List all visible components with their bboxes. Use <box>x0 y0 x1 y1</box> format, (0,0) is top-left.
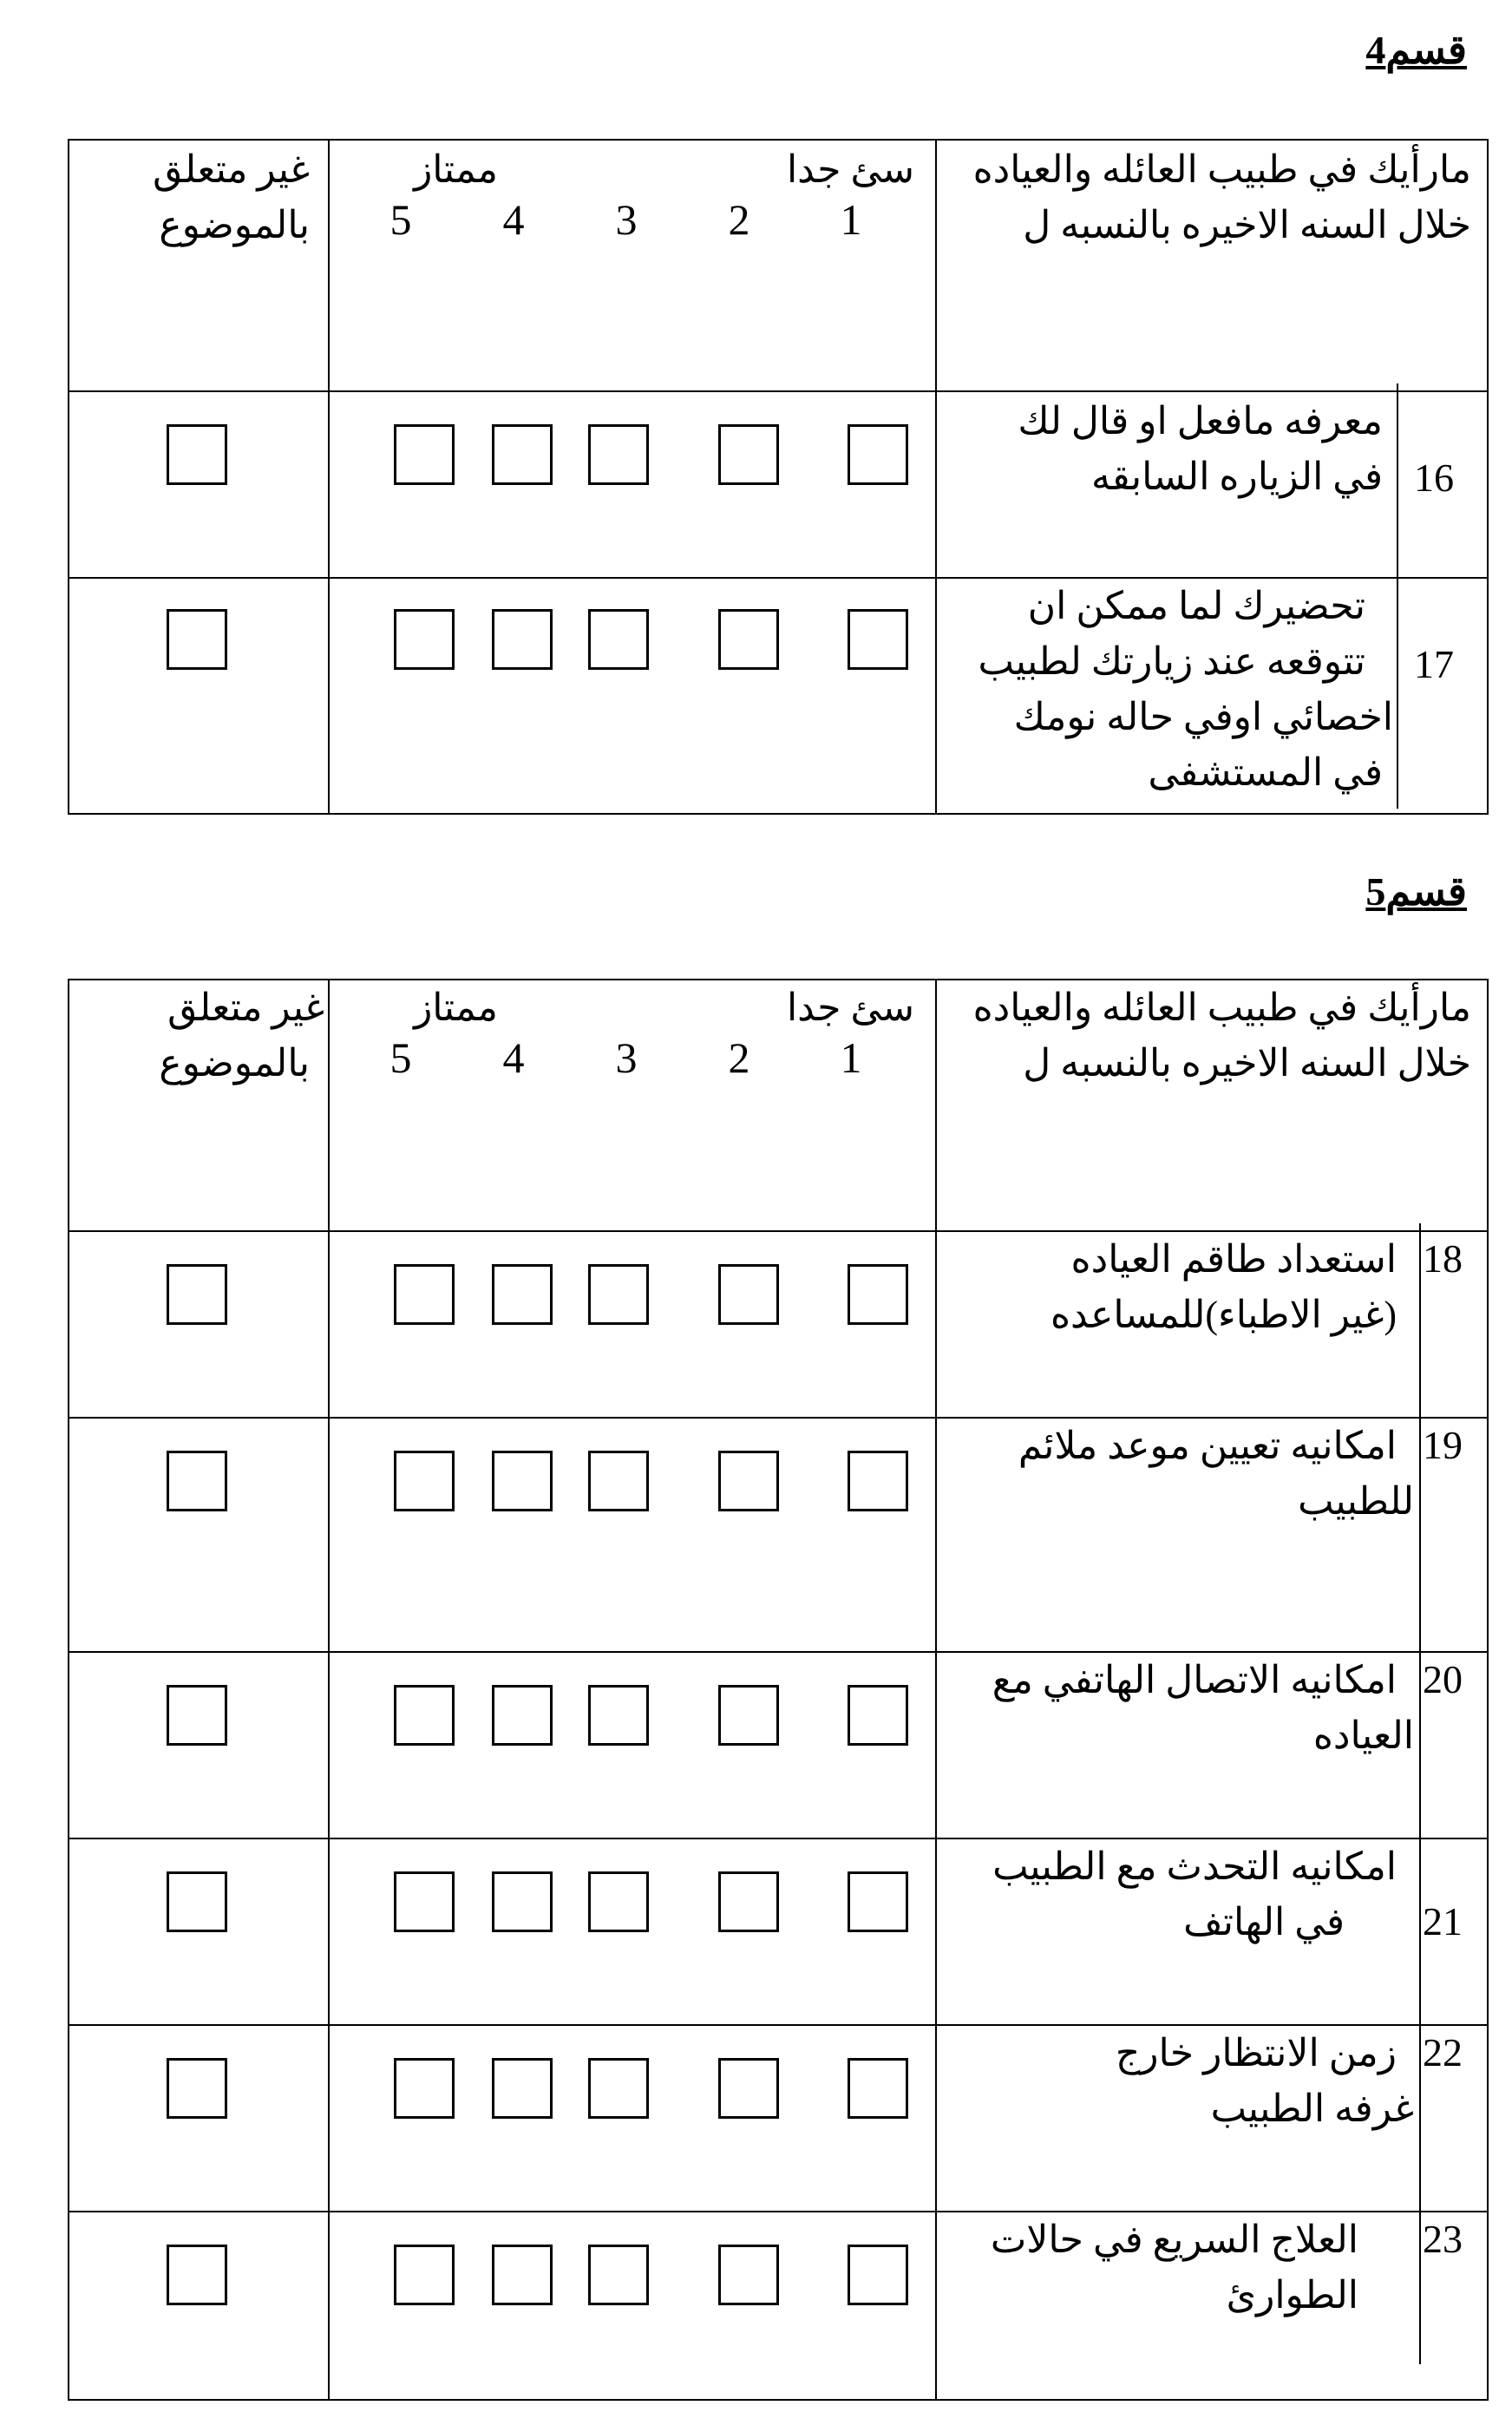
item-text-line: للطبيب <box>1298 1480 1414 1523</box>
rating-3-checkbox[interactable] <box>588 1685 649 1746</box>
item-text-line: امكانيه الاتصال الهاتفي مع <box>992 1659 1397 1701</box>
table-row <box>69 2026 1487 2212</box>
rating-5-checkbox[interactable] <box>394 1264 455 1325</box>
rating-5-checkbox[interactable] <box>394 1451 455 1511</box>
rating-5-checkbox[interactable] <box>394 2245 455 2305</box>
scale-5: 5 <box>389 1033 412 1082</box>
item-text-line: معرفه مافعل او قال لك <box>1018 400 1383 442</box>
item-text-line: العلاج السريع في حالات <box>990 2219 1358 2261</box>
rating-3-checkbox[interactable] <box>588 1451 649 1511</box>
item-number: 16 <box>1414 456 1454 500</box>
item-text-line: في المستشفى <box>1148 751 1383 794</box>
item-text-line: تتوقعه عند زيارتك لطبيب <box>978 640 1365 683</box>
rating-1-checkbox[interactable] <box>848 1451 908 1511</box>
item-text-line: استعداد طاقم العياده <box>1070 1238 1397 1281</box>
item-text-line: في الهاتف <box>1183 1901 1345 1943</box>
table-row <box>69 1419 1487 1653</box>
rating-4-checkbox[interactable] <box>492 1871 553 1932</box>
item-text-line: غرفه الطبيب <box>1210 2087 1414 2130</box>
not-applicable-checkbox[interactable] <box>167 609 227 670</box>
item-text-line: امكانيه تعيين موعد ملائم <box>1018 1425 1397 1467</box>
table-row <box>69 579 1487 813</box>
scale-5: 5 <box>389 195 412 244</box>
item-text-line: الطوارئ <box>1226 2274 1358 2317</box>
item-number: 19 <box>1423 1423 1463 1467</box>
question-header-line1: مارأيك في طبيب العائله والعياده <box>972 148 1471 191</box>
excellent-label: ممتاز <box>414 148 498 191</box>
table-row <box>69 1839 1487 2026</box>
rating-2-checkbox[interactable] <box>718 2245 779 2305</box>
rating-1-checkbox[interactable] <box>848 424 908 485</box>
scale-1: 1 <box>840 195 862 244</box>
section-5-title: قسم5 <box>1365 869 1467 914</box>
excellent-label: ممتاز <box>414 986 498 1029</box>
section-4-table <box>68 139 1489 815</box>
table-header <box>69 980 1487 1232</box>
rating-2-checkbox[interactable] <box>718 1451 779 1511</box>
item-text-line: في الزياره السابقه <box>1091 456 1383 498</box>
rating-2-checkbox[interactable] <box>718 2058 779 2119</box>
item-text-line: العياده <box>1312 1714 1414 1757</box>
scale-2: 2 <box>728 1033 750 1082</box>
rating-2-checkbox[interactable] <box>718 424 779 485</box>
item-number: 22 <box>1423 2030 1463 2074</box>
not-applicable-label-line2: بالموضوع <box>159 204 310 246</box>
rating-4-checkbox[interactable] <box>492 609 553 670</box>
item-text-line: زمن الانتظار خارج <box>1115 2032 1397 2074</box>
scale-4: 4 <box>502 1033 525 1082</box>
rating-5-checkbox[interactable] <box>394 424 455 485</box>
rating-4-checkbox[interactable] <box>492 1451 553 1511</box>
question-header-line1: مارأيك في طبيب العائله والعياده <box>972 986 1471 1029</box>
rating-4-checkbox[interactable] <box>492 2058 553 2119</box>
rating-4-checkbox[interactable] <box>492 424 553 485</box>
rating-4-checkbox[interactable] <box>492 2245 553 2305</box>
item-text-line: (غير الاطباء)للمساعده <box>1050 1294 1397 1336</box>
not-applicable-label-line1: غير متعلق <box>153 148 310 191</box>
not-applicable-checkbox[interactable] <box>167 1871 227 1932</box>
section-4-title: قسم4 <box>1365 28 1467 72</box>
rating-1-checkbox[interactable] <box>848 1871 908 1932</box>
rating-3-checkbox[interactable] <box>588 424 649 485</box>
not-applicable-checkbox[interactable] <box>167 1451 227 1511</box>
rating-4-checkbox[interactable] <box>492 1685 553 1746</box>
item-number: 20 <box>1423 1657 1463 1701</box>
not-applicable-checkbox[interactable] <box>167 1685 227 1746</box>
item-number: 17 <box>1414 642 1454 686</box>
question-header-line2: خلال السنه الاخيره بالنسبه ل <box>1023 204 1471 246</box>
item-number: 23 <box>1423 2217 1463 2261</box>
scale-3: 3 <box>615 195 638 244</box>
very-bad-label: سئ جدا <box>786 986 914 1029</box>
not-applicable-checkbox[interactable] <box>167 424 227 485</box>
rating-1-checkbox[interactable] <box>848 2245 908 2305</box>
rating-1-checkbox[interactable] <box>848 609 908 670</box>
scale-4: 4 <box>502 195 525 244</box>
rating-3-checkbox[interactable] <box>588 609 649 670</box>
rating-1-checkbox[interactable] <box>848 1264 908 1325</box>
table-row <box>69 1653 1487 1839</box>
not-applicable-checkbox[interactable] <box>167 2058 227 2119</box>
not-applicable-checkbox[interactable] <box>167 2245 227 2305</box>
rating-1-checkbox[interactable] <box>848 2058 908 2119</box>
rating-2-checkbox[interactable] <box>718 1871 779 1932</box>
rating-3-checkbox[interactable] <box>588 1871 649 1932</box>
rating-2-checkbox[interactable] <box>718 609 779 670</box>
not-applicable-checkbox[interactable] <box>167 1264 227 1325</box>
not-applicable-label-line1: غير متعلق <box>167 986 324 1029</box>
not-applicable-label-line2: بالموضوع <box>159 1042 310 1085</box>
rating-3-checkbox[interactable] <box>588 2058 649 2119</box>
scale-3: 3 <box>615 1033 638 1082</box>
rating-2-checkbox[interactable] <box>718 1264 779 1325</box>
scale-2: 2 <box>728 195 750 244</box>
item-text-line: اخصائي اوفي حاله نومك <box>1013 696 1393 738</box>
table-row <box>69 2212 1487 2399</box>
item-text-line: تحضيرك لما ممكن ان <box>1027 585 1365 627</box>
very-bad-label: سئ جدا <box>786 148 914 191</box>
table-header <box>69 141 1487 392</box>
section-5-table <box>68 979 1489 2401</box>
rating-3-checkbox[interactable] <box>588 2245 649 2305</box>
table-row <box>69 392 1487 579</box>
rating-2-checkbox[interactable] <box>718 1685 779 1746</box>
item-number: 21 <box>1423 1899 1463 1943</box>
rating-5-checkbox[interactable] <box>394 2058 455 2119</box>
item-text-line: امكانيه التحدث مع الطبيب <box>992 1845 1397 1888</box>
question-header-line2: خلال السنه الاخيره بالنسبه ل <box>1023 1042 1471 1085</box>
rating-5-checkbox[interactable] <box>394 1871 455 1932</box>
scale-1: 1 <box>840 1033 862 1082</box>
rating-5-checkbox[interactable] <box>394 1685 455 1746</box>
rating-1-checkbox[interactable] <box>848 1685 908 1746</box>
rating-3-checkbox[interactable] <box>588 1264 649 1325</box>
item-number: 18 <box>1423 1236 1463 1281</box>
rating-4-checkbox[interactable] <box>492 1264 553 1325</box>
table-row <box>69 1232 1487 1419</box>
rating-5-checkbox[interactable] <box>394 609 455 670</box>
